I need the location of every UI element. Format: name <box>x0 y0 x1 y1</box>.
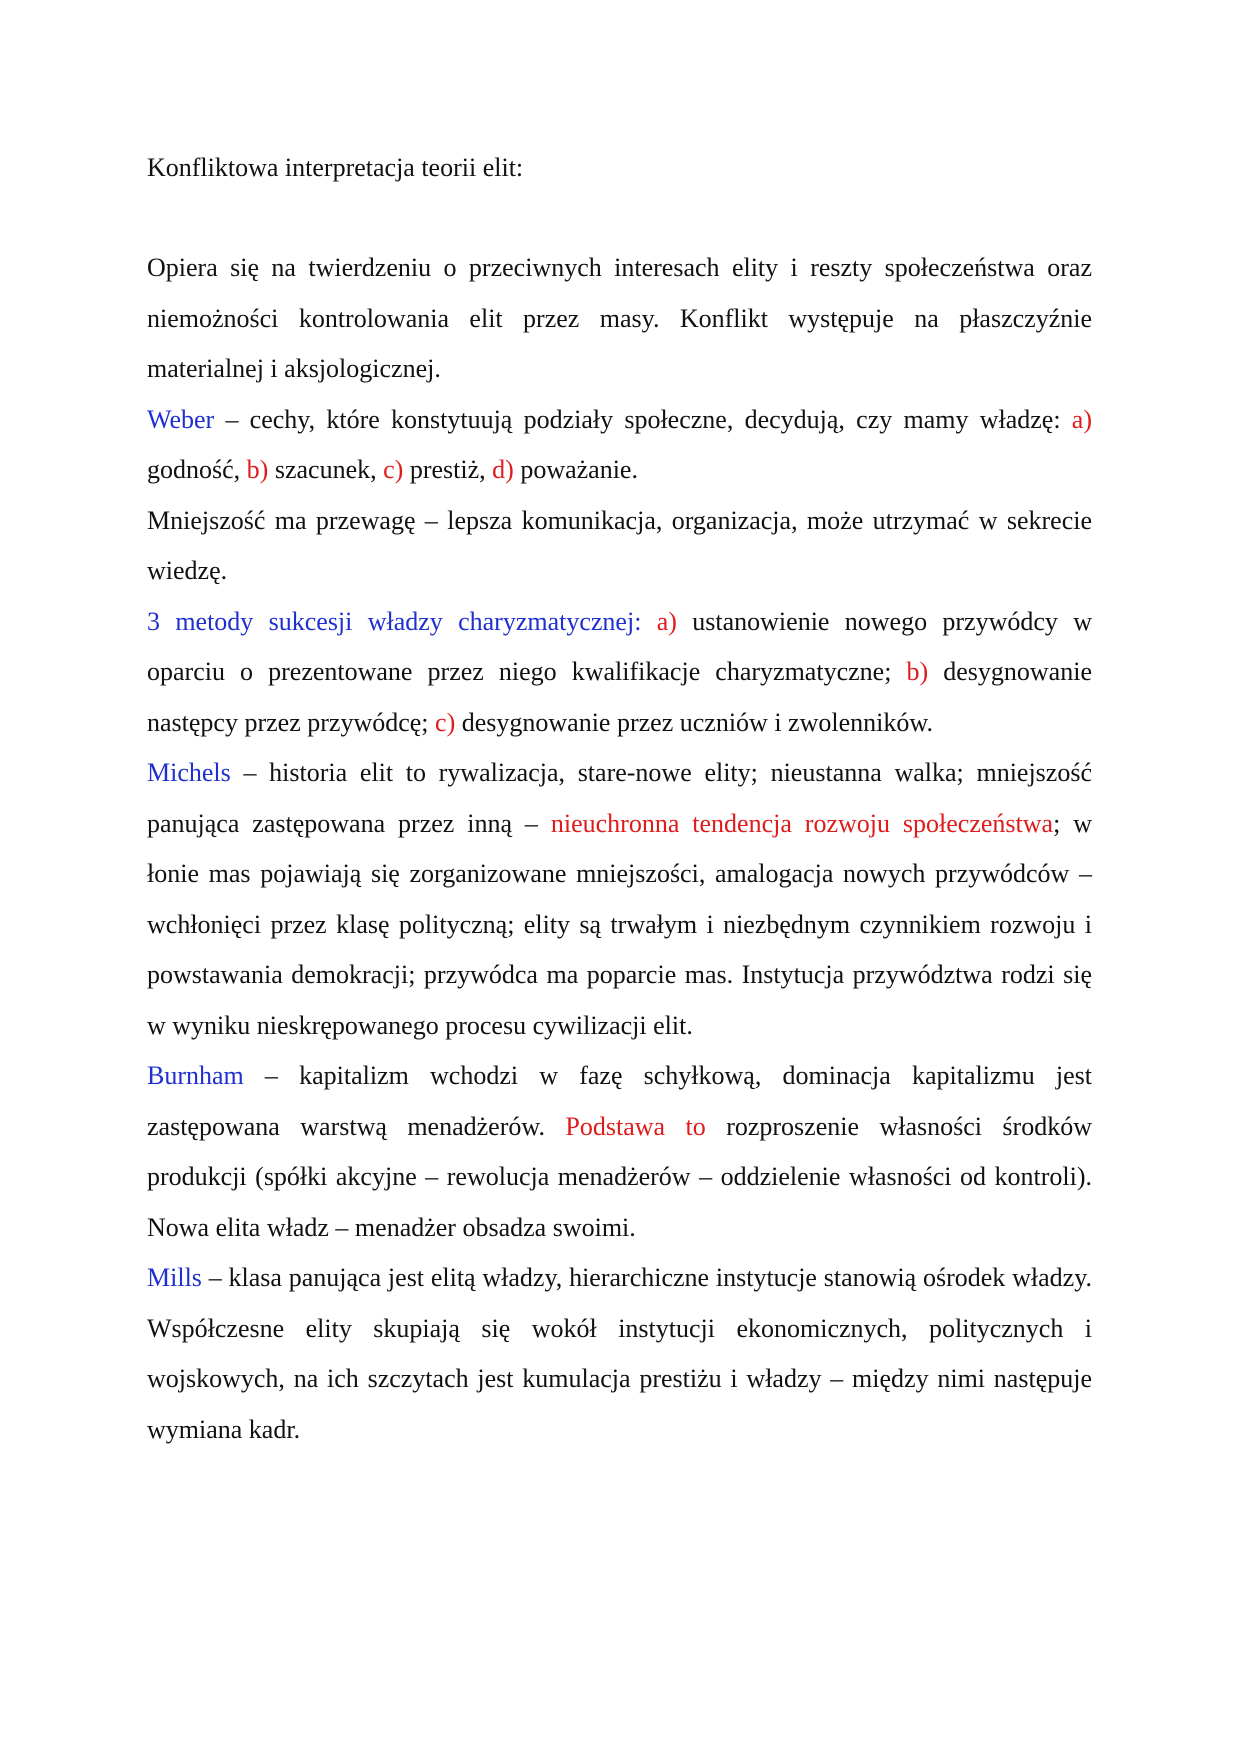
highlight-blue-run: 3 metody sukcesji władzy charyzmatycznej: <box>147 606 642 636</box>
paragraph-mills <box>147 1253 1092 1455</box>
text-run: ustanowienie nowego przywódcy w oparciu o prezentowane przez niego kwalifikacje charyzmatyczne; <box>147 606 1093 686</box>
highlight-red-run: d) <box>492 455 514 484</box>
paragraph-michels <box>147 748 1092 1051</box>
text-run: poważanie. <box>513 455 638 484</box>
text-run: desygnowanie następcy przez przywódcę; <box>147 657 1092 737</box>
paragraph-weber <box>147 395 1092 496</box>
highlight-blue-run: Burnham <box>147 1061 244 1090</box>
text-run: – klasa panująca jest elitą władzy, hierarchiczne instytucje stanowią ośrodek władzy. Współczesne elity skupiają się wokół instytucji ekonomicznych, politycznych i wojskowych, na ich szczytach jest kumulacja prestiżu i władzy – między nimi następuje wymiana kadr. <box>147 1263 1092 1444</box>
paragraph-burnham <box>147 1051 1092 1253</box>
document-title: Konfliktowa interpretacja teorii elit: <box>147 153 524 182</box>
highlight-blue-run: Mills <box>147 1263 202 1292</box>
text-run: ; w łonie mas pojawiają się zorganizowane mniejszości, amalogacja nowych przywódców – wchłonięci przez klasę polityczną; elity są trwałym i niezbędnym czynnikiem rozwoju i powstawania demokracji; przywódca ma poparcie mas. Instytucja przywództwa rodzi się w wyniku nieskrępowanego procesu cywilizacji elit. <box>147 808 1093 1040</box>
text-run: rozproszenie własności środków produkcji (spółki akcyjne – rewolucja menadżerów – oddzielenie własności od kontroli). Nowa elita władz – menadżer obsadza swoimi. <box>147 1111 1092 1242</box>
highlight-red-run: b) <box>246 455 269 484</box>
document-page <box>147 143 1092 1455</box>
highlight-red-run: b) <box>906 657 929 686</box>
paragraph-minority <box>147 496 1092 597</box>
highlight-blue-run: Michels <box>147 758 231 787</box>
paragraph-succession <box>147 597 1092 749</box>
text-run: szacunek, <box>268 455 384 484</box>
text-run: desygnowanie przez uczniów i zwolenników. <box>455 707 933 737</box>
highlight-blue-run: Weber <box>147 404 215 434</box>
highlight-red-run: nieuchronna tendencja rozwoju społeczeństwa <box>550 808 1054 838</box>
text-run: – cechy, które konstytuują podziały społeczne, decydują, czy mamy władzę: <box>214 404 1072 434</box>
highlight-red-run: a) <box>656 606 677 636</box>
text-run: Mniejszość ma przewagę – lepsza komunikacja, organizacja, może utrzymać w sekrecie wiedzę. <box>147 505 1092 585</box>
text-run: prestiż, <box>403 455 493 484</box>
text-run: – kapitalizm wchodzi w fazę schyłkową, dominacja kapitalizmu jest zastępowana warstwą menadżerów. <box>147 1061 1092 1141</box>
highlight-red-run: Podstawa to <box>565 1111 706 1141</box>
highlight-red-run: c) <box>435 707 456 737</box>
document-body <box>147 243 1092 1455</box>
text-run: – historia elit to rywalizacja, stare-nowe elity; nieustanna walka; mniejszość panująca zastępowana przez inną – <box>147 758 1092 838</box>
highlight-red-run: c) <box>383 455 404 484</box>
highlight-red-run: a) <box>1071 404 1092 434</box>
text-run: godność, <box>147 455 247 484</box>
text-run <box>641 607 656 636</box>
text-run: Opiera się na twierdzeniu o przeciwnych interesach elity i reszty społeczeństwa oraz niemożności kontrolowania elit przez masy. Konflikt występuje na płaszczyźnie materialnej i aksjologicznej. <box>147 253 1092 383</box>
paragraph-intro <box>147 243 1092 395</box>
blank-line <box>147 193 1092 243</box>
